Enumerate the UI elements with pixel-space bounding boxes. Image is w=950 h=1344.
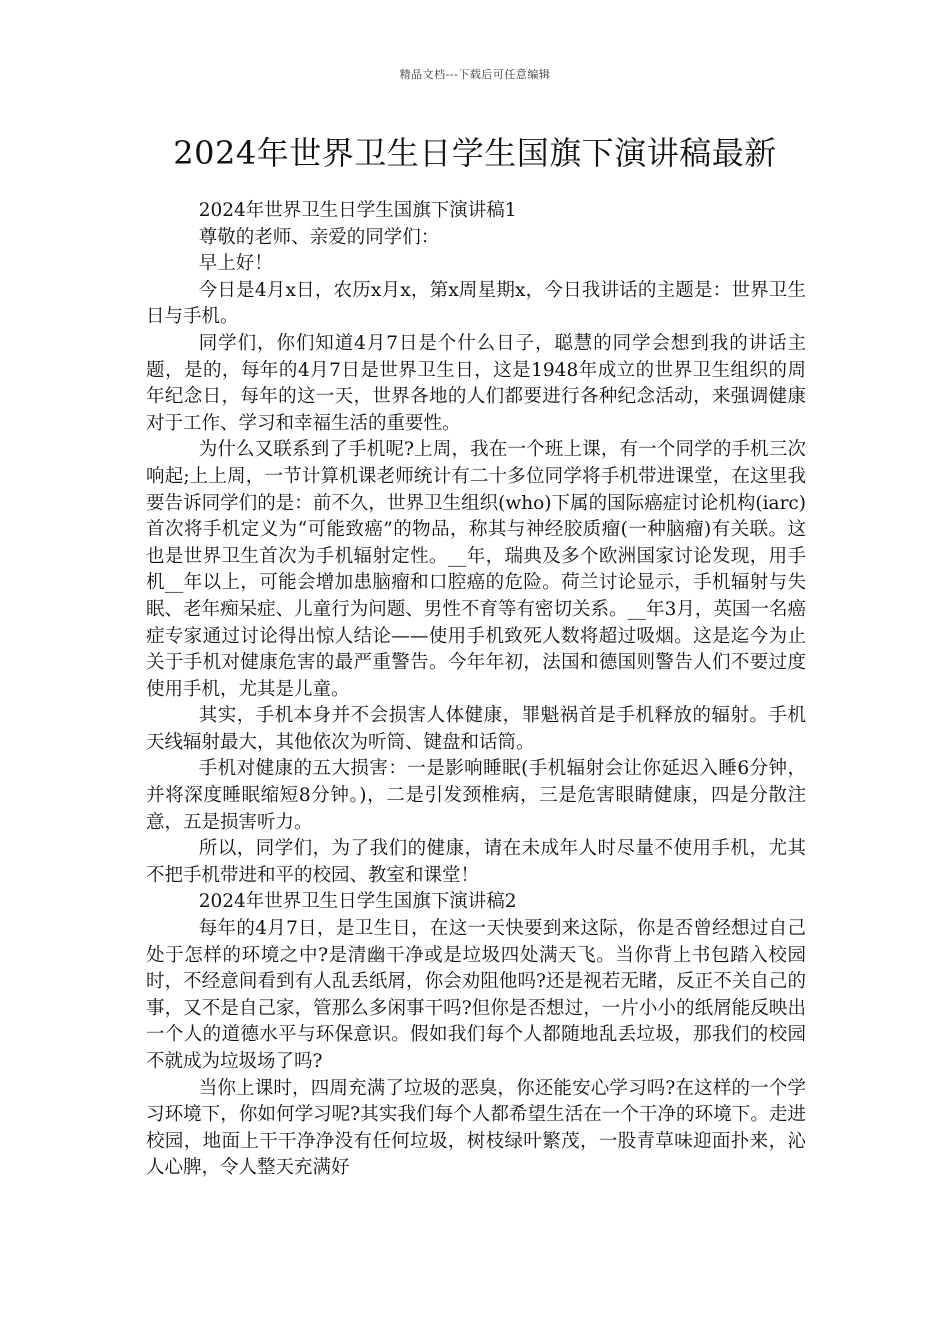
- speech-heading-1: 2024年世界卫生日学生国旗下演讲稿1: [198, 200, 517, 221]
- paragraph: 所以，同学们，为了我们的健康，请在未成年人时尽量不使用手机，尤其不把手机带进和平的校园、教室和课堂！: [146, 838, 806, 886]
- salutation: 尊敬的老师、亲爱的同学们：: [198, 226, 440, 248]
- document-title: 2024年世界卫生日学生国旗下演讲稿最新: [173, 134, 777, 172]
- paragraph: 每年的4月7日，是卫生日，在这一天快要到来这际，你是否曾经想过自己处于怎样的环境之中?是清幽干净或是垃圾四处满天飞。当你背上书包踏入校园时，不经意间看到有人乱丢纸屑，你会劝阻他吗?还是视若无睹，反正不关自己的事，又不是自己家，管那么多闲事干吗?但你是否想过，一片小小的纸屑能反映出一个人的道德水平与环保意识。假如我们每个人都随地乱丢垃圾，那我们的校园不就成为垃圾场了吗?: [146, 918, 806, 1072]
- header-note: 精品文档---下载后可任意编辑: [399, 68, 551, 81]
- paragraph: 手机对健康的五大损害：一是影响睡眠(手机辐射会让你延迟入睡6分钟，并将深度睡眠缩短8分钟。)，二是引发颈椎病，三是危害眼睛健康，四是分散注意，五是损害听力。: [146, 758, 806, 833]
- greeting: 早上好！: [198, 253, 273, 275]
- paragraph: 当你上课时，四周充满了垃圾的恶臭，你还能安心学习吗?在这样的一个学习环境下，你如何学习呢?其实我们每个人都希望生活在一个干净的环境下。走进校园，地面上干干净净没有任何垃圾，树枝绿叶繁茂，一股青草味迎面扑来，沁人心脾，令人整天充满好: [146, 1077, 806, 1179]
- speech-heading-2: 2024年世界卫生日学生国旗下演讲稿2: [198, 891, 517, 913]
- paragraph: 今日是4月x日，农历x月x，第x周星期x，今日我讲话的主题是：世界卫生日与手机。: [146, 279, 806, 328]
- paragraph: 同学们，你们知道4月7日是个什么日子，聪慧的同学会想到我的讲话主题，是的，每年的4月7日是世界卫生日，这是1948年成立的世界卫生组织的周年纪念日，每年的这一天，世界各地的人们都要进行各种纪念活动，来强调健康对于工作、学习和幸福生活的重要性。: [146, 332, 806, 434]
- paragraph: 其实，手机本身并不会损害人体健康，罪魁祸首是手机释放的辐射。手机天线辐射最大，其他依次为听筒、键盘和话筒。: [146, 705, 806, 753]
- document-body: [146, 198, 806, 1182]
- paragraph: 为什么又联系到了手机呢?上周，我在一个班上课，有一个同学的手机三次响起;上上周，一节计算机课老师统计有二十多位同学将手机带进课堂，在这里我要告诉同学们的是：前不久，世界卫生组织(who)下属的国际癌症讨论机构(iarc)首次将手机定义为“可能致癌”的物品，称其与神经胶质瘤(一种脑瘤)有关联。这也是世界卫生首次为手机辐射定性。__年，瑞典及多个欧洲国家讨论发现，用手机__年以上，可能会增加患脑瘤和口腔癌的危险。荷兰讨论显示，手机辐射与失眠、老年痴呆症、儿童行为问题、男性不育等有密切关系。__年3月，英国一名癌症专家通过讨论得出惊人结论——使用手机致死人数将超过吸烟。这是迄今为止关于手机对健康危害的最严重警告。今年年初，法国和德国则警告人们不要过度使用手机，尤其是儿童。: [146, 439, 806, 700]
